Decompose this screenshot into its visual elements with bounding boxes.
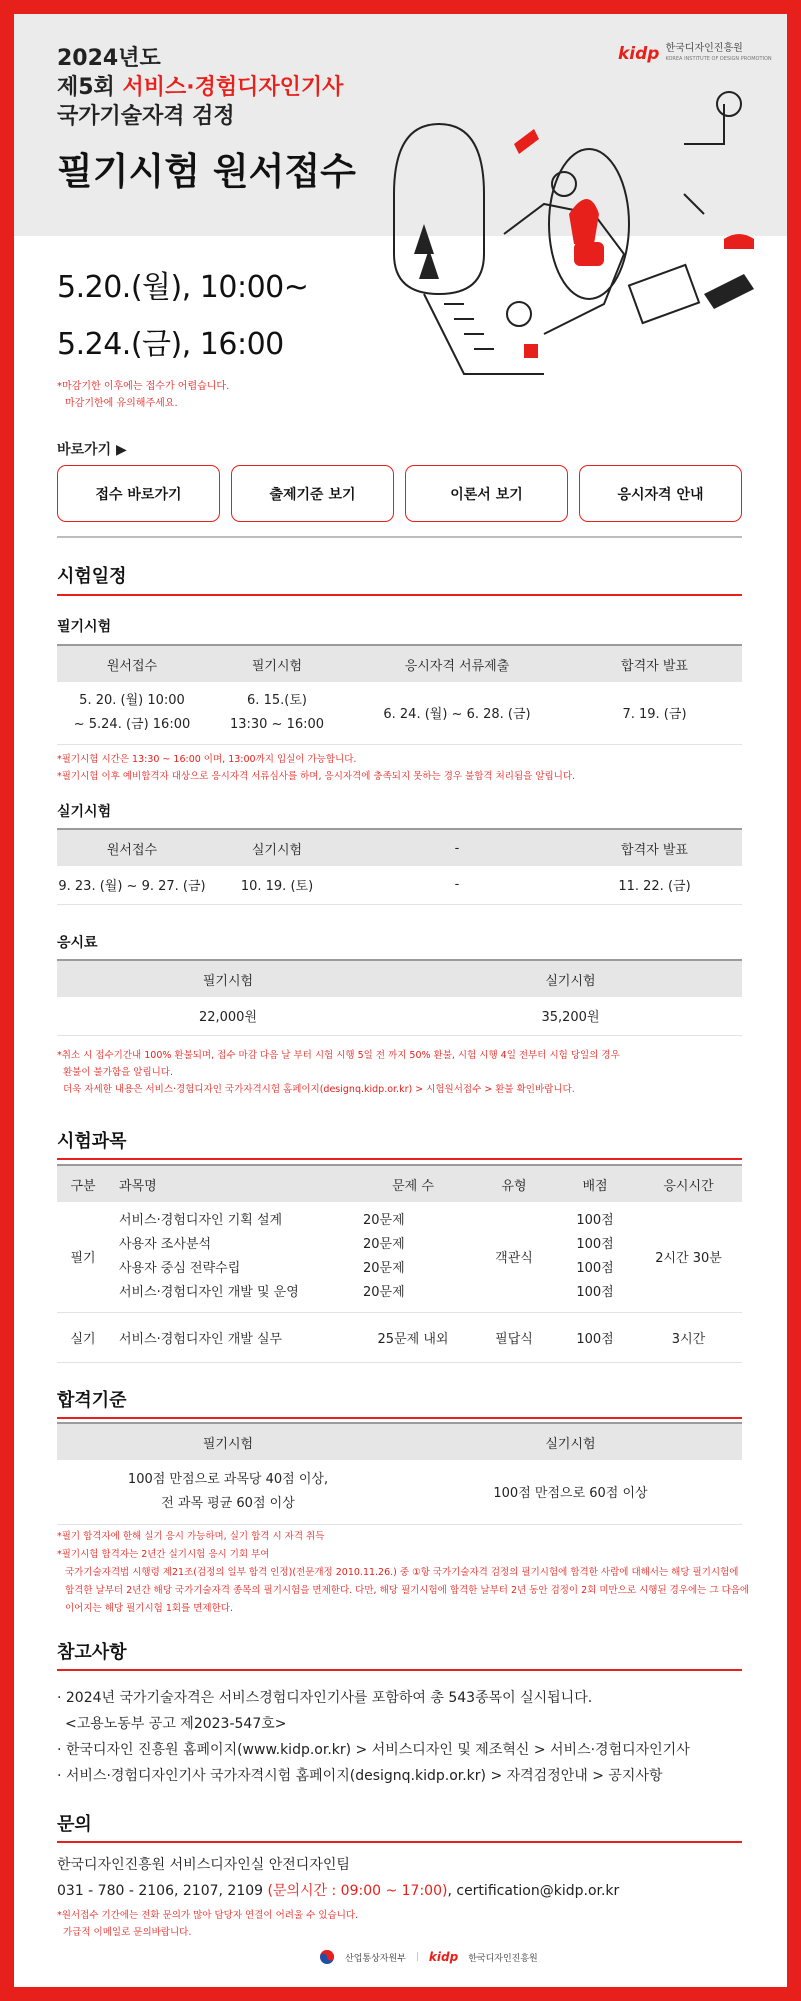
kidp-logo — [618, 44, 772, 64]
written-score-cell: 100점 100점 100점 100점 — [555, 1202, 635, 1312]
date-start: 5.20.(월), 10:00~ — [57, 270, 309, 305]
inquiry-team: 한국디자인진흥원 서비스디자인실 안전디자인팀 — [57, 1857, 350, 1873]
col-results: 합격자 발표 — [567, 829, 742, 866]
pass-table — [57, 1422, 742, 1525]
written-results-cell: 7. 19. (금) — [567, 682, 742, 744]
table-header-row — [57, 829, 742, 866]
table-header-row — [57, 1165, 742, 1202]
footer-org-name: 한국디자인진흥원 — [468, 1953, 538, 1964]
subjects-title-line — [57, 1158, 742, 1160]
fee-table — [57, 959, 742, 1036]
table-row — [57, 997, 742, 1035]
table-header-row — [57, 645, 742, 682]
table-header-row — [57, 1423, 742, 1460]
col-apply: 원서접수 — [57, 645, 207, 682]
col-type: 유형 — [473, 1165, 555, 1202]
pass-title: 합격기준 — [57, 1390, 127, 1411]
practical-pass-cell: 100점 만점으로 60점 이상 — [399, 1460, 742, 1524]
practical-count-cell: 25문제 내외 — [353, 1312, 473, 1362]
inquiry-title: 문의 — [57, 1814, 92, 1835]
written-exam-cell: 6. 15.(토) 13:30 ~ 16:00 — [207, 682, 347, 744]
practical-exam-cell: 10. 19. (토) — [207, 866, 347, 904]
taegeuk-icon — [319, 1949, 335, 1965]
fee-title: 응시료 — [57, 935, 98, 951]
col-results: 합격자 발표 — [567, 645, 742, 682]
col-category: 구분 — [57, 1165, 109, 1202]
poster-page — [14, 14, 787, 1987]
footer-kidp-mark: kidp — [428, 1950, 459, 1964]
col-written-pass: 필기시험 — [57, 1423, 399, 1460]
practical-results-cell: 11. 22. (금) — [567, 866, 742, 904]
reference-list — [57, 1685, 690, 1789]
date-end: 5.24.(금), 16:00 — [57, 327, 284, 362]
hero-subtitle: 국가기술자격 검정 — [57, 104, 235, 129]
table-row — [57, 1460, 742, 1524]
list-item: <고용노동부 공고 제2023-547호> — [65, 1716, 287, 1732]
col-documents: 응시자격 서류제출 — [347, 645, 567, 682]
pass-notes: *필기 합격자에 한해 실기 응시 가능하며, 실기 합격 시 자격 취득 *필기시험 합격자는 2년간 실기시험 응시 기회 부여 국가기술자격법 시행령 제21조(검정의 일부 합격 인정)(전문개정 2010.11.26.) 중 ①항 국가기술자격 검정의 필기시험에 합격한 사람에 대해서는 해당 필기시험에 합격한 날부터 2년간 해당 국가기술자격 종목의 필기시험을 면제한다. 다만, 해당 필기시험에 합격한 날부터 2년 동안 검정이 2회 미만으로 시행된 경우에는 그 다음에 이어지는 해당 필기시험 1회를 면제한다. — [57, 1531, 750, 1614]
col-exam: 실기시험 — [207, 829, 347, 866]
practical-schedule-table — [57, 828, 742, 905]
col-practical-pass: 실기시험 — [399, 1423, 742, 1460]
logo-text: 한국디자인진흥원 KOREA INSTITUTE OF DESIGN PROMOTION — [665, 43, 772, 62]
col-empty: - — [347, 829, 567, 866]
table-header-row — [57, 960, 742, 997]
inquiry-contact: 031 - 780 - 2106, 2107, 2109 (문의시간 : 09:00 ~ 17:00), certification@kidp.or.kr — [57, 1883, 620, 1899]
table-row — [57, 682, 742, 744]
written-docs-cell: 6. 24. (월) ~ 6. 28. (금) — [347, 682, 567, 744]
written-apply-cell: 5. 20. (월) 10:00 ~ 5.24. (금) 16:00 — [57, 682, 207, 744]
col-practical-fee: 실기시험 — [399, 960, 742, 997]
practical-fee-cell: 35,200원 — [399, 997, 742, 1035]
divider — [57, 536, 742, 538]
table-row — [57, 866, 742, 904]
footer-divider: | — [415, 1952, 419, 1962]
logo-mark: kidp — [618, 44, 660, 64]
inquiry-notes: *원서접수 기간에는 전화 문의가 많아 담당자 연결이 어려울 수 있습니다. 가급적 이메일로 문의바랍니다. — [57, 1910, 359, 1938]
list-item: · 2024년 국가기술자격은 서비스경험디자인기사를 포함하여 총 543종목이 실시됩니다. — [57, 1690, 593, 1706]
reference-title: 참고사항 — [57, 1642, 127, 1663]
practical-exam-title: 실기시험 — [57, 804, 112, 820]
reference-title-line — [57, 1669, 742, 1671]
practical-time-cell: 3시간 — [635, 1312, 742, 1362]
col-time: 응시시간 — [635, 1165, 742, 1202]
table-row — [57, 1202, 742, 1312]
col-apply: 원서접수 — [57, 829, 207, 866]
col-count: 문제 수 — [353, 1165, 473, 1202]
practical-score-cell: 100점 — [555, 1312, 635, 1362]
quick-links-label: 바로가기 ▶ — [57, 442, 127, 458]
practical-empty-cell: - — [347, 866, 567, 904]
hero-round: 제5회 서비스·경험디자인기사 — [57, 75, 344, 100]
schedule-title: 시험일정 — [57, 566, 127, 587]
exam-criteria-button[interactable]: 출제기준 보기 — [231, 465, 394, 522]
written-schedule-table — [57, 644, 742, 745]
theory-book-button[interactable]: 이론서 보기 — [405, 465, 568, 522]
subjects-table — [57, 1164, 742, 1363]
inquiry-title-line — [57, 1841, 742, 1843]
hero-illustration — [384, 74, 764, 394]
hero-year: 2024년도 — [57, 46, 161, 71]
practical-type-cell: 필답식 — [473, 1312, 555, 1362]
pass-title-line — [57, 1417, 742, 1419]
fee-notes: *취소 시 접수기간내 100% 환불되며, 접수 마감 다음 날 부터 시험 시행 5일 전 까지 50% 환불, 시험 시행 4일 전부터 시험 당일의 경우 환불이 불가함을 알립니다. 더욱 자세한 내용은 서비스·경험디자인 국가자격시험 홈페이지(designq.kidp.or.kr) > 시험원서접수 > 환불 확인바랍니다. — [57, 1050, 620, 1095]
written-notes: *필기시험 시간은 13:30 ~ 16:00 이며, 13:00까지 입실이 가능합니다. *필기시험 이후 예비합격자 대상으로 응시자격 서류심사를 하며, 응시자격에 충족되지 못하는 경우 불합격 처리됨을 알립니다. — [57, 754, 576, 782]
table-row — [57, 1312, 742, 1362]
col-exam: 필기시험 — [207, 645, 347, 682]
written-count-cell: 20문제 20문제 20문제 20문제 — [353, 1202, 473, 1312]
page-title: 필기시험 원서접수 — [57, 150, 356, 193]
written-time-cell: 2시간 30분 — [635, 1202, 742, 1312]
practical-apply-cell: 9. 23. (월) ~ 9. 27. (금) — [57, 866, 207, 904]
list-item: · 한국디자인 진흥원 홈페이지(www.kidp.or.kr) > 서비스디자인 및 제조혁신 > 서비스·경험디자인기사 — [57, 1742, 690, 1758]
apply-button[interactable]: 접수 바로가기 — [57, 465, 220, 522]
list-item: · 서비스·경험디자인기사 국가자격시험 홈페이지(designq.kidp.or.kr) > 자격검정안내 > 공지사항 — [57, 1768, 663, 1784]
subjects-title: 시험과목 — [57, 1131, 127, 1152]
written-type-cell: 객관식 — [473, 1202, 555, 1312]
practical-label-cell: 실기 — [57, 1312, 109, 1362]
written-fee-cell: 22,000원 — [57, 997, 399, 1035]
ministry-name: 산업통상자원부 — [345, 1953, 406, 1964]
eligibility-button[interactable]: 응시자격 안내 — [579, 465, 742, 522]
written-pass-cell: 100점 만점으로 과목당 40점 이상, 전 과목 평균 60점 이상 — [57, 1460, 399, 1524]
col-score: 배점 — [555, 1165, 635, 1202]
written-exam-title: 필기시험 — [57, 619, 112, 635]
col-written-fee: 필기시험 — [57, 960, 399, 997]
written-subjects-cell: 서비스·경험디자인 기획 설계 사용자 조사분석 사용자 중심 전략수립 서비스·경험디자인 개발 및 운영 — [109, 1202, 353, 1312]
practical-subject-cell: 서비스·경험디자인 개발 실무 — [109, 1312, 353, 1362]
footer-logos — [319, 1949, 538, 1965]
written-label-cell: 필기 — [57, 1202, 109, 1312]
col-subject: 과목명 — [109, 1165, 353, 1202]
deadline-note: *마감기한 이후에는 접수가 어렵습니다. 마감기한에 유의해주세요. — [57, 381, 230, 409]
schedule-title-line — [57, 594, 742, 596]
